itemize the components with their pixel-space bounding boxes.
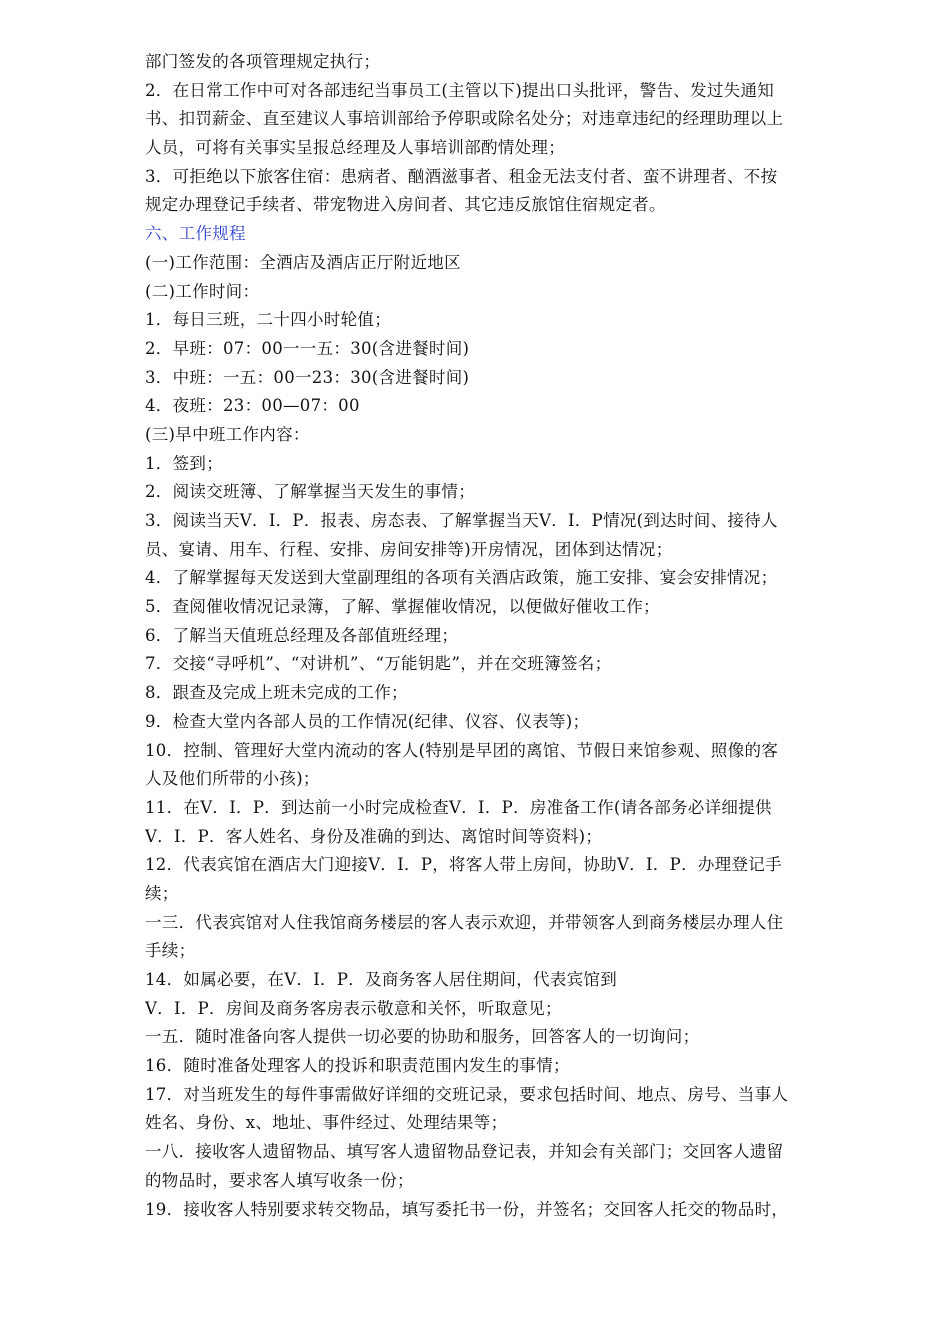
text-line: 19．接收客人特别要求转交物品，填写委托书一份，并签名；交回客人托交的物品时， (145, 1199, 789, 1219)
section-heading: 六、工作规程 (145, 224, 246, 244)
text-line: (一)工作范围：全酒店及酒店正厅附近地区 (145, 252, 461, 272)
text-line: 姓名、身份、x、地址、事件经过、处理结果等； (145, 1113, 508, 1133)
text-line: 10．控制、管理好大堂内流动的客人(特别是早团的离馆、节假日来馆参观、照像的客 (145, 740, 779, 760)
text-line: 规定办理登记手续者、带宠物进入房间者、其它违反旅馆住宿规定者。 (145, 195, 666, 215)
text-line: 一五．随时准备向客人提供一切必要的协助和服务，回答客人的一切询问； (145, 1027, 700, 1047)
text-line: 7．交接“寻呼机”、“对讲机”、“万能钥匙”，并在交班簿签名； (145, 654, 612, 674)
text-line: 1．每日三班，二十四小时轮值； (145, 310, 391, 330)
text-line: 一三．代表宾馆对人住我馆商务楼层的客人表示欢迎，并带领客人到商务楼层办理人住 (145, 912, 784, 932)
text-line: 2．在日常工作中可对各部违纪当事员工(主管以下)提出口头批评，警告、发过失通知 (145, 80, 775, 100)
text-line: V．I．P．客人姓名、身份及准确的到达、离馆时间等资料)； (145, 826, 603, 846)
text-line: 5．查阅催收情况记录簿，了解、掌握催收情况，以便做好催收工作； (145, 597, 660, 617)
text-line: 3．可拒绝以下旅客住宿：患病者、酗酒滋事者、租金无法支付者、蛮不讲理者、不按 (145, 166, 778, 186)
text-line: 12．代表宾馆在酒店大门迎接V．I．P，将客人带上房间，协助V．I．P．办理登记手 (145, 855, 782, 875)
text-line: 2．早班：07：00一一五：30(含进餐时间) (145, 338, 470, 358)
text-line: 16．随时准备处理客人的投诉和职责范围内发生的事情； (145, 1056, 570, 1076)
text-line: 4．了解掌握每天发送到大堂副理组的各项有关酒店政策，施工安排、宴会安排情况； (145, 568, 778, 588)
text-line: 9．检查大堂内各部人员的工作情况(纪律、仪容、仪表等)； (145, 711, 590, 731)
text-line: 员、宴请、用车、行程、安排、房间安排等)开房情况，团体到达情况； (145, 539, 673, 559)
document-page (145, 48, 875, 1224)
text-line: 17．对当班发生的每件事需做好详细的交班记录，要求包括时间、地点、房号、当事人 (145, 1084, 789, 1104)
text-line: 3．中班：一五：00一23：30(含进餐时间) (145, 367, 470, 387)
text-line: 2．阅读交班簿、了解掌握当天发生的事情； (145, 482, 475, 502)
text-line: 11．在V．I．P．到达前一小时完成检查V．I．P．房准备工作(请各部务必详细提供 (145, 797, 772, 817)
text-line: 3．阅读当天V．I．P．报表、房态表、了解掌握当天V．I．P情况(到达时间、接待人 (145, 511, 778, 530)
text-line: 书、扣罚薪金、直至建议人事培训部给予停职或除名处分；对违章违纪的经理助理以上 (145, 109, 784, 129)
text-line: 人及他们所带的小孩)； (145, 769, 320, 789)
text-line: 部门签发的各项管理规定执行； (145, 52, 381, 71)
text-line: 一八．接收客人遗留物品、填写客人遗留物品登记表，并知会有关部门；交回客人遗留 (145, 1142, 784, 1162)
text-line: V．I．P．房间及商务客房表示敬意和关怀，听取意见； (145, 998, 562, 1018)
text-line: (二)工作时间： (145, 281, 260, 301)
text-line: 续； (145, 883, 179, 903)
text-line: 手续； (145, 941, 196, 961)
text-line: 6．了解当天值班总经理及各部值班经理； (145, 625, 459, 645)
text-line: 的物品时，要求客人填写收条一份； (145, 1170, 414, 1190)
text-line: 人员，可将有关事实呈报总经理及人事培训部酌情处理； (145, 138, 565, 158)
text-line: 14．如属必要，在V．I．P．及商务客人居住期间，代表宾馆到 (145, 970, 618, 989)
text-line: (三)早中班工作内容： (145, 424, 310, 444)
text-line: 4．夜班：23：00—07：00 (145, 396, 360, 416)
text-line: 8．跟查及完成上班未完成的工作； (145, 683, 408, 703)
text-line: 1．签到； (145, 453, 223, 473)
